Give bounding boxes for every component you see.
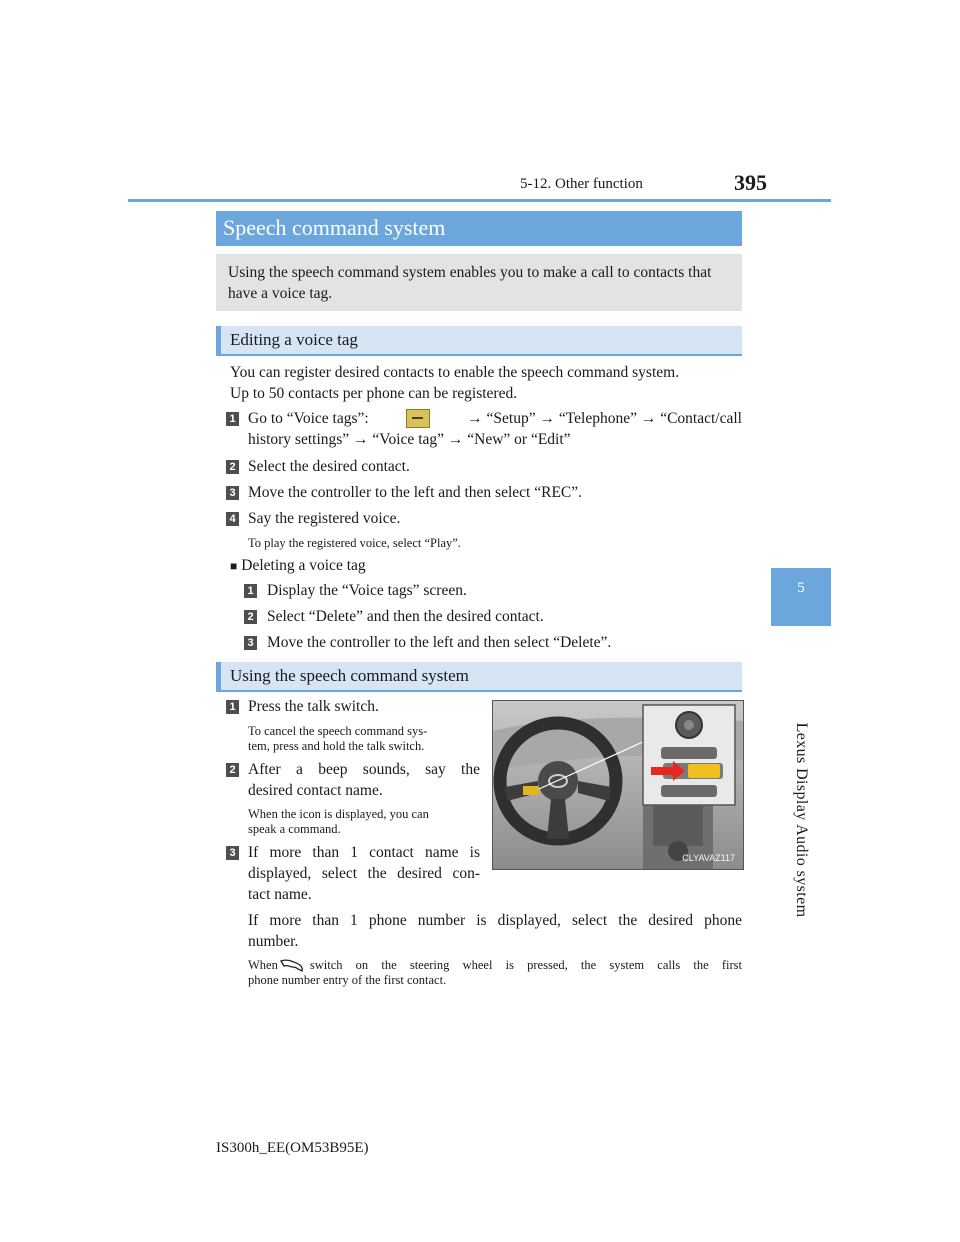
use-step-3-l2: displayed, select the desired con- — [248, 865, 480, 882]
del-number-3: 3 — [244, 636, 257, 650]
final-note-c: phone number entry of the first contact. — [248, 973, 447, 987]
header-rule — [128, 199, 831, 202]
edit-step-1-line — [248, 408, 742, 429]
del-number-2: 2 — [244, 610, 257, 624]
use-step-2 — [248, 759, 480, 801]
step-number-3: 3 — [226, 486, 239, 500]
use-note-1 — [248, 724, 480, 754]
editing-intro-2: Up to 50 contacts per phone can be registered. — [230, 385, 518, 402]
use-step-2-l1: After a beep sounds, say the — [248, 761, 480, 778]
use-step-3-l3: tact name. — [248, 886, 312, 903]
menu-icon — [406, 409, 430, 428]
chapter-number: 5 — [797, 580, 805, 596]
phone-switch-icon — [278, 957, 306, 973]
footer-model-code: IS300h_EE(OM53B95E) — [216, 1140, 369, 1156]
del-step-1: Display the “Voice tags” screen. — [267, 582, 467, 599]
step-number-1: 1 — [226, 412, 239, 426]
chapter-title: Lexus Display Audio system — [793, 722, 810, 918]
use-number-1: 1 — [226, 700, 239, 714]
step-number-4: 4 — [226, 512, 239, 526]
use-note-1-l1: To cancel the speech command sys- — [248, 724, 428, 738]
chapter-tab[interactable] — [771, 568, 831, 626]
edit-step-1-b: → “Setup” → “Telephone” → “Contact/call — [467, 410, 742, 427]
steering-wheel-illustration — [492, 700, 744, 870]
final-note — [248, 957, 742, 988]
heading-editing: Editing a voice tag — [216, 326, 742, 356]
del-step-3: Move the controller to the left and then select “Delete”. — [267, 634, 612, 651]
use-note-2-l2: speak a command. — [248, 822, 341, 836]
use-number-3: 3 — [226, 846, 239, 860]
final-note-l1 — [248, 957, 742, 973]
intro-box: Using the speech command system enables you to make a call to contacts that have a voice tag. — [216, 254, 742, 311]
edit-note: To play the registered voice, select “Play”. — [248, 536, 461, 550]
heading-using: Using the speech command system — [216, 662, 742, 692]
edit-step-4: Say the registered voice. — [248, 510, 401, 527]
edit-step-1 — [248, 408, 742, 450]
del-step-2: Select “Delete” and then the desired contact. — [267, 608, 544, 625]
phone-number-para — [248, 910, 742, 952]
phone-number-para-l2: number. — [248, 933, 299, 950]
final-note-a: When — [248, 957, 278, 972]
page-number: 395 — [734, 170, 767, 195]
use-note-2-l1: When the icon is displayed, you can — [248, 807, 429, 821]
square-bullet-icon: ■ — [230, 559, 238, 573]
use-note-2 — [248, 807, 480, 837]
edit-step-1-a: Go to “Voice tags”: — [248, 410, 369, 427]
use-step-2-l2: desired contact name. — [248, 782, 383, 799]
use-step-1: Press the talk switch. — [248, 698, 379, 715]
delete-heading — [230, 555, 366, 577]
del-number-1: 1 — [244, 584, 257, 598]
page-title: Speech command system — [216, 211, 742, 246]
use-step-3 — [248, 842, 480, 905]
delete-heading-text: Deleting a voice tag — [241, 557, 366, 574]
step-number-2: 2 — [226, 460, 239, 474]
use-number-2: 2 — [226, 763, 239, 777]
edit-step-1-c: history settings” → “Voice tag” → “New” or “Edit” — [248, 431, 571, 448]
edit-step-3: Move the controller to the left and then select “REC”. — [248, 484, 582, 501]
steering-wheel-drawing — [493, 701, 743, 869]
use-step-3-l1: If more than 1 contact name is — [248, 844, 480, 861]
editing-intro-1: You can register desired contacts to enable the speech command system. — [230, 364, 680, 381]
section-title: 5-12. Other function — [520, 176, 643, 192]
edit-step-2: Select the desired contact. — [248, 458, 410, 475]
final-note-b: switch on the steering wheel is pressed, the system calls the first — [309, 957, 742, 972]
image-code: CLYAVAZ117 — [682, 853, 735, 863]
use-note-1-l2: tem, press and hold the talk switch. — [248, 739, 425, 753]
phone-number-para-l1: If more than 1 phone number is displayed, select the desired phone — [248, 912, 742, 929]
